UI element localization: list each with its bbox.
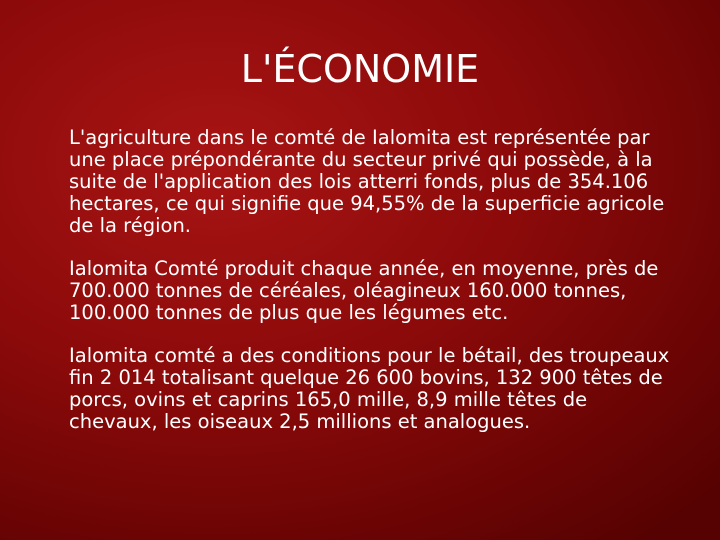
slide-body: [69, 127, 681, 433]
paragraph-livestock: Ialomita comté a des conditions pour le bétail, des troupeaux fin 2 014 totalisant quelque 26 600 bovins, 132 900 têtes de porcs, ovins et caprins 165,0 mille, 8,9 mille têtes de chevaux, les oiseaux 2,5 millions et analogues.: [69, 344, 670, 433]
paragraph-agriculture: L'agriculture dans le comté de Ialomita est représentée par une place prépondérante du secteur privé qui possède, à la suite de l'application des lois atterri fonds, plus de 354.106 hectares, ce qui signifie que 94,55% de la superficie agricole de la région.: [69, 126, 665, 237]
paragraph-production: Ialomita Comté produit chaque année, en moyenne, près de 700.000 tonnes de céréales, oléagineux 160.000 tonnes, 100.000 tonnes de plus que les légumes etc.: [69, 257, 659, 324]
slide-title: L'ÉCONOMIE: [240, 47, 480, 91]
